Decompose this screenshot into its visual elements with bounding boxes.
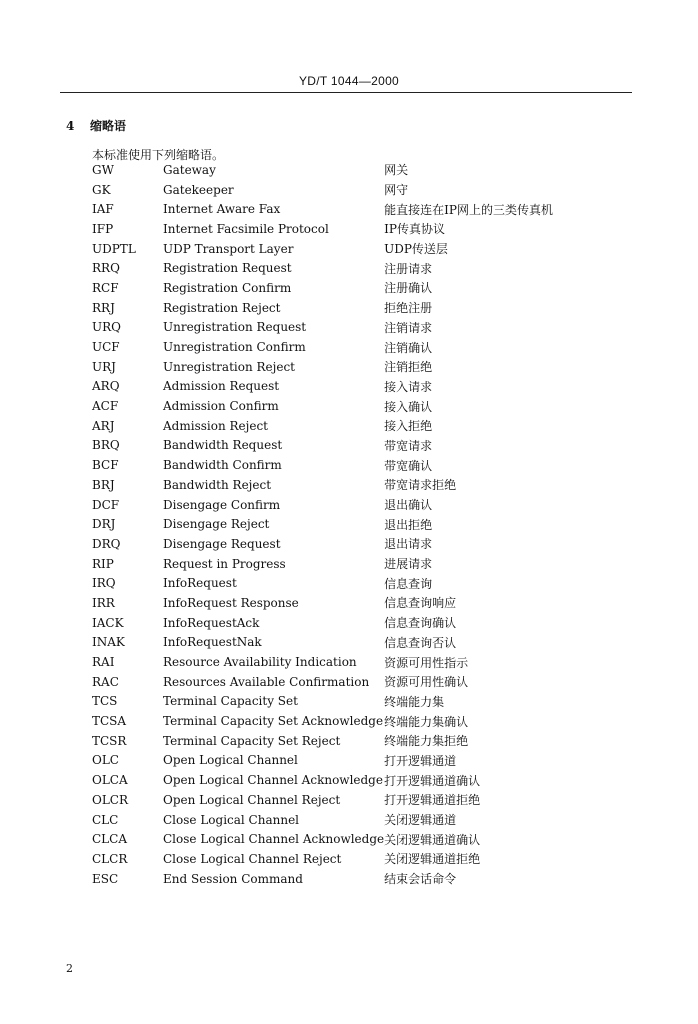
table-row [92, 514, 584, 534]
table-row [92, 337, 584, 357]
table-row [92, 652, 584, 672]
chinese-term: 接入拒绝 [384, 419, 433, 434]
chinese-term: 关闭逻辑通道拒绝 [384, 852, 481, 867]
abbreviation-code: OLC [92, 753, 119, 768]
section-number: 4 [66, 119, 75, 133]
table-row [92, 377, 584, 397]
english-term: Terminal Capacity Set [163, 694, 298, 709]
chinese-term: 注册请求 [384, 261, 433, 276]
chinese-term: 带宽请求拒绝 [384, 478, 457, 493]
abbreviation-code: ARJ [92, 418, 115, 433]
chinese-term: 注销请求 [384, 320, 433, 335]
table-row [92, 613, 584, 633]
table-row [92, 455, 584, 475]
table-row [92, 770, 584, 790]
chinese-term: 带宽确认 [384, 458, 433, 473]
abbreviation-code: OLCA [92, 773, 128, 788]
abbreviation-code: RCF [92, 280, 119, 295]
chinese-term: 终端能力集确认 [384, 714, 469, 729]
chinese-term: 终端能力集 [384, 694, 445, 709]
chinese-term: 结束会话命令 [384, 872, 457, 887]
abbreviation-code: IAF [92, 202, 114, 217]
abbreviation-code: IRR [92, 595, 115, 610]
english-term: Internet Aware Fax [163, 202, 281, 217]
english-term: Registration Request [163, 261, 292, 276]
table-row [92, 633, 584, 653]
english-term: InfoRequest [163, 576, 237, 591]
english-term: Bandwidth Reject [163, 477, 272, 492]
abbreviation-code: TCSR [92, 733, 127, 748]
chinese-term: 能直接连在IP网上的三类传真机 [384, 202, 553, 217]
table-row [92, 219, 584, 239]
english-term: Admission Reject [163, 418, 268, 433]
table-row [92, 573, 584, 593]
abbreviation-table [92, 160, 584, 888]
abbreviation-code: DCF [92, 497, 120, 512]
chinese-term: 进展请求 [384, 557, 433, 572]
chinese-term: 带宽请求 [384, 438, 433, 453]
chinese-term: 信息查询 [384, 576, 433, 591]
running-header: YD/T 1044—2000 [298, 74, 400, 88]
chinese-term: 注销拒绝 [384, 360, 433, 375]
chinese-term: 退出拒绝 [384, 517, 433, 532]
table-row [92, 239, 584, 259]
abbreviation-code: IACK [92, 615, 124, 630]
abbreviation-code: CLCR [92, 851, 128, 866]
abbreviation-code: IFP [92, 221, 114, 236]
english-term: Terminal Capacity Set Acknowledge [163, 714, 384, 729]
chinese-term: 信息查询否认 [384, 635, 457, 650]
table-row [92, 593, 584, 613]
table-row [92, 869, 584, 889]
chinese-term: 网关 [384, 163, 409, 178]
chinese-term: 注册确认 [384, 281, 433, 296]
abbreviation-code: RAC [92, 674, 119, 689]
chinese-term: 接入确认 [384, 399, 433, 414]
table-row [92, 810, 584, 830]
chinese-term: 关闭逻辑通道 [384, 813, 457, 828]
chinese-term: 打开逻辑通道 [384, 753, 457, 768]
chinese-term: 注销确认 [384, 340, 433, 355]
abbreviation-code: RIP [92, 556, 114, 571]
table-row [92, 829, 584, 849]
english-term: Resources Available Confirmation [163, 674, 370, 689]
table-row [92, 199, 584, 219]
english-term: InfoRequestNak [163, 635, 262, 650]
abbreviation-code: BCF [92, 458, 119, 473]
chinese-term: 资源可用性确认 [384, 675, 469, 690]
english-term: Close Logical Channel Reject [163, 851, 342, 866]
page-number: 2 [66, 962, 73, 975]
chinese-term: 资源可用性指示 [384, 655, 469, 670]
table-row [92, 258, 584, 278]
abbreviation-code: GW [92, 162, 114, 177]
english-term: Open Logical Channel [163, 753, 298, 768]
table-row [92, 534, 584, 554]
table-row [92, 298, 584, 318]
abbreviation-code: ACF [92, 399, 119, 414]
table-row [92, 396, 584, 416]
chinese-term: 退出确认 [384, 498, 433, 513]
abbreviation-code: BRQ [92, 438, 120, 453]
abbreviation-code: BRJ [92, 477, 115, 492]
table-row [92, 711, 584, 731]
english-term: Gatekeeper [163, 182, 234, 197]
section-heading [66, 117, 126, 134]
chinese-term: 打开逻辑通道拒绝 [384, 793, 481, 808]
chinese-term: 退出请求 [384, 537, 433, 552]
english-term: Unregistration Confirm [163, 340, 306, 355]
chinese-term: 打开逻辑通道确认 [384, 773, 481, 788]
english-term: Request in Progress [163, 556, 286, 571]
english-term: UDP Transport Layer [163, 241, 294, 256]
abbreviation-code: RRJ [92, 300, 115, 315]
english-term: Disengage Confirm [163, 497, 281, 512]
chinese-term: 接入请求 [384, 379, 433, 394]
table-row [92, 436, 584, 456]
english-term: Unregistration Request [163, 320, 307, 335]
chinese-term: 网守 [384, 183, 409, 198]
table-row [92, 849, 584, 869]
abbreviation-code: UDPTL [92, 241, 136, 256]
abbreviation-code: GK [92, 182, 111, 197]
english-term: Bandwidth Confirm [163, 458, 282, 473]
abbreviation-code: URJ [92, 359, 116, 374]
table-row [92, 672, 584, 692]
chinese-term: UDP传送层 [384, 242, 448, 257]
table-row [92, 180, 584, 200]
abbreviation-code: INAK [92, 635, 125, 650]
english-term: InfoRequestAck [163, 615, 260, 630]
english-term: Internet Facsimile Protocol [163, 221, 329, 236]
table-row [92, 790, 584, 810]
abbreviation-code: TCSA [92, 714, 127, 729]
abbreviation-code: CLC [92, 812, 119, 827]
table-row [92, 692, 584, 712]
table-row [92, 278, 584, 298]
english-term: Close Logical Channel Acknowledge [163, 832, 385, 847]
table-row [92, 495, 584, 515]
abbreviation-code: RAI [92, 655, 115, 670]
header-rule [60, 92, 632, 93]
table-row [92, 416, 584, 436]
chinese-term: 关闭逻辑通道确认 [384, 832, 481, 847]
english-term: Bandwidth Request [163, 438, 283, 453]
abbreviation-code: URQ [92, 320, 121, 335]
english-term: Registration Reject [163, 300, 281, 315]
english-term: Admission Confirm [163, 399, 279, 414]
chinese-term: 信息查询确认 [384, 616, 457, 631]
abbreviation-code: DRJ [92, 517, 116, 532]
table-row [92, 475, 584, 495]
abbreviation-code: IRQ [92, 576, 116, 591]
abbreviation-code: DRQ [92, 536, 121, 551]
english-term: Close Logical Channel [163, 812, 300, 827]
abbreviation-code: UCF [92, 340, 120, 355]
english-term: Disengage Request [163, 536, 281, 551]
table-row [92, 160, 584, 180]
intro-paragraph: 本标准使用下列缩略语。 [92, 148, 225, 162]
abbreviation-table-body [92, 160, 584, 888]
english-term: Admission Request [163, 379, 280, 394]
abbreviation-code: OLCR [92, 792, 129, 807]
english-term: InfoRequest Response [163, 595, 299, 610]
english-term: Disengage Reject [163, 517, 270, 532]
table-row [92, 318, 584, 338]
chinese-term: 拒绝注册 [384, 301, 433, 316]
english-term: End Session Command [163, 871, 303, 886]
table-row [92, 731, 584, 751]
abbreviation-code: ARQ [92, 379, 120, 394]
english-term: Terminal Capacity Set Reject [163, 733, 341, 748]
table-row [92, 554, 584, 574]
english-term: Resource Availability Indication [163, 655, 357, 670]
chinese-term: 终端能力集拒绝 [384, 734, 469, 749]
chinese-term: IP传真协议 [384, 222, 445, 237]
section-title: 缩略语 [90, 119, 127, 133]
english-term: Registration Confirm [163, 280, 292, 295]
english-term: Unregistration Reject [163, 359, 295, 374]
abbreviation-code: TCS [92, 694, 118, 709]
english-term: Gateway [163, 162, 216, 177]
abbreviation-code: CLCA [92, 832, 127, 847]
english-term: Open Logical Channel Acknowledge [163, 773, 383, 788]
abbreviation-code: RRQ [92, 261, 120, 276]
abbreviation-code: ESC [92, 871, 119, 886]
english-term: Open Logical Channel Reject [163, 792, 341, 807]
table-row [92, 357, 584, 377]
chinese-term: 信息查询响应 [384, 596, 457, 611]
table-row [92, 751, 584, 771]
